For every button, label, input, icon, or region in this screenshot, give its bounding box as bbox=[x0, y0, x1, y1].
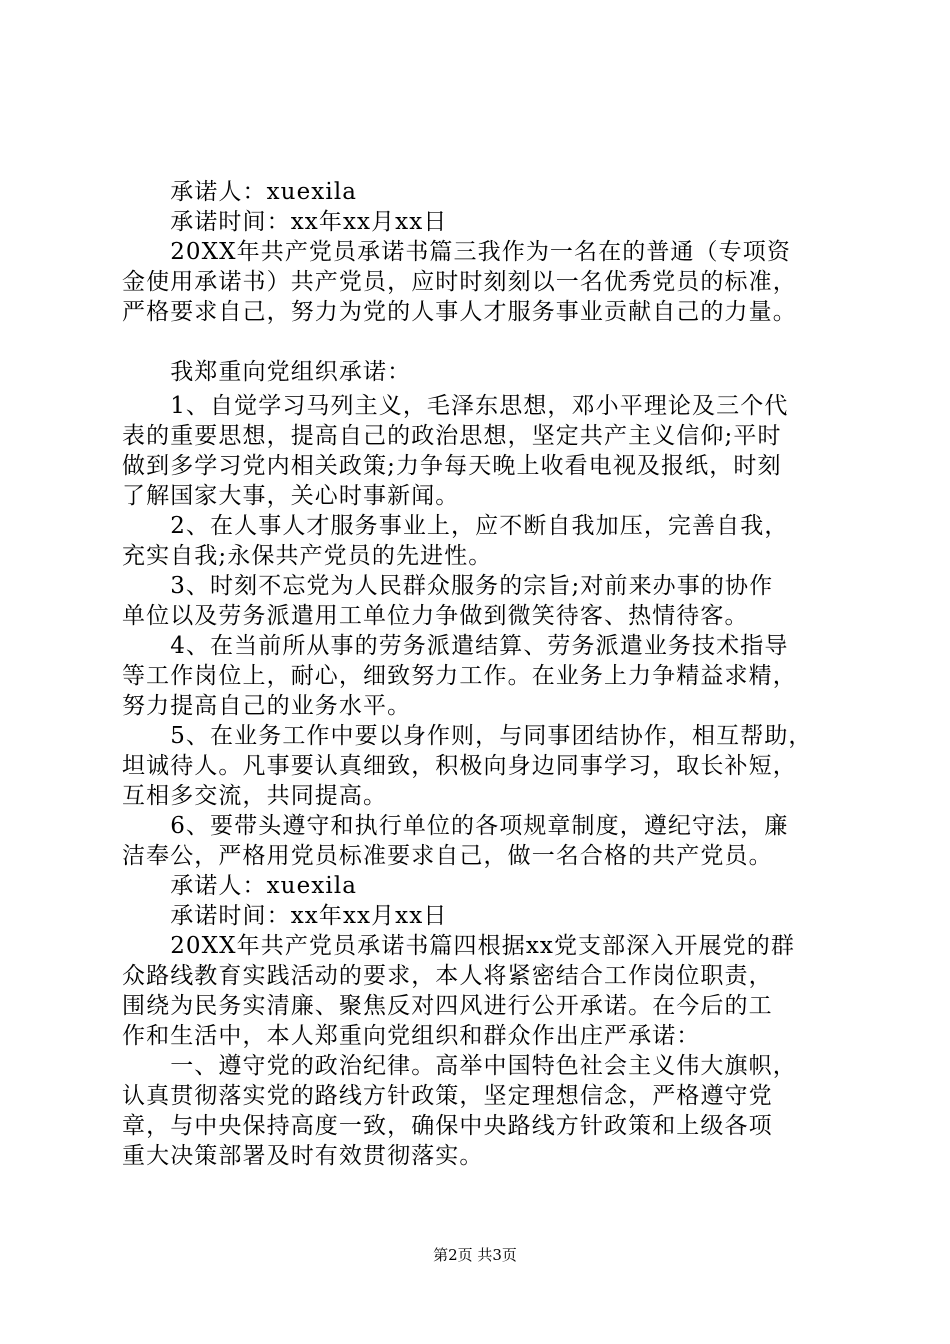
text-line: 洁奉公，严格用党员标准要求自己，做一名合格的共产党员。 bbox=[122, 843, 773, 869]
text-line: 坦诚待人。凡事要认真细致，积极向身边同事学习，取长补短， bbox=[122, 753, 797, 779]
text-line: 互相多交流，共同提高。 bbox=[122, 783, 388, 809]
text-line: 单位以及劳务派遣用工单位力争做到微笑待客、热情待客。 bbox=[122, 603, 749, 629]
text-line: 承诺时间：xx年xx月xx日 bbox=[122, 209, 448, 235]
text-line: 金使用承诺书）共产党员，应时时刻刻以一名优秀党员的标准， bbox=[122, 269, 797, 295]
text-line: 努力提高自己的业务水平。 bbox=[122, 693, 412, 719]
text-line: 承诺时间：xx年xx月xx日 bbox=[122, 903, 448, 929]
text-line: 作和生活中，本人郑重向党组织和群众作出庄严承诺： bbox=[122, 1023, 701, 1049]
text-line: 做到多学习党内相关政策;力争每天晚上收看电视及报纸，时刻 bbox=[122, 453, 782, 479]
text-line: 我郑重向党组织承诺： bbox=[122, 359, 412, 385]
text-line: 充实自我;永保共产党员的先进性。 bbox=[122, 543, 493, 569]
text-line: 承诺人：xuexila bbox=[122, 873, 358, 899]
text-line: 了解国家大事，关心时事新闻。 bbox=[122, 483, 460, 509]
text-line: 围绕为民务实清廉、聚焦反对四风进行公开承诺。在今后的工 bbox=[122, 993, 773, 1019]
text-line: 5、在业务工作中要以身作则，与同事团结协作，相互帮助， bbox=[122, 723, 813, 749]
text-line: 2、在人事人才服务事业上，应不断自我加压，完善自我， bbox=[122, 513, 789, 539]
text-line: 6、要带头遵守和执行单位的各项规章制度，遵纪守法，廉 bbox=[122, 813, 789, 839]
text-line: 20XX年共产党员承诺书篇三我作为一名在的普通（专项资 bbox=[122, 239, 791, 265]
text-line: 严格要求自己，努力为党的人事人才服务事业贡献自己的力量。 bbox=[122, 299, 797, 325]
text-line: 20XX年共产党员承诺书篇四根据xx党支部深入开展党的群 bbox=[122, 933, 795, 959]
text-line: 众路线教育实践活动的要求，本人将紧密结合工作岗位职责， bbox=[122, 963, 773, 989]
text-line: 一、遵守党的政治纪律。高举中国特色社会主义伟大旗帜， bbox=[122, 1053, 797, 1079]
text-line: 章，与中央保持高度一致，确保中央路线方针政策和上级各项 bbox=[122, 1113, 773, 1139]
text-line: 认真贯彻落实党的路线方针政策，坚定理想信念，严格遵守党 bbox=[122, 1083, 773, 1109]
page-number-footer: 第2页 共3页 bbox=[433, 1246, 517, 1264]
text-line: 3、时刻不忘党为人民群众服务的宗旨;对前来办事的协作 bbox=[122, 573, 774, 599]
text-line: 等工作岗位上，耐心，细致努力工作。在业务上力争精益求精， bbox=[122, 663, 797, 689]
text-line: 承诺人：xuexila bbox=[122, 179, 358, 205]
text-line: 4、在当前所从事的劳务派遣结算、劳务派遣业务技术指导 bbox=[122, 633, 789, 659]
text-line: 1、自觉学习马列主义，毛泽东思想，邓小平理论及三个代 bbox=[122, 393, 789, 419]
text-line: 重大决策部署及时有效贯彻落实。 bbox=[122, 1143, 484, 1169]
text-line: 表的重要思想，提高自己的政治思想，坚定共产主义信仰;平时 bbox=[122, 423, 782, 449]
